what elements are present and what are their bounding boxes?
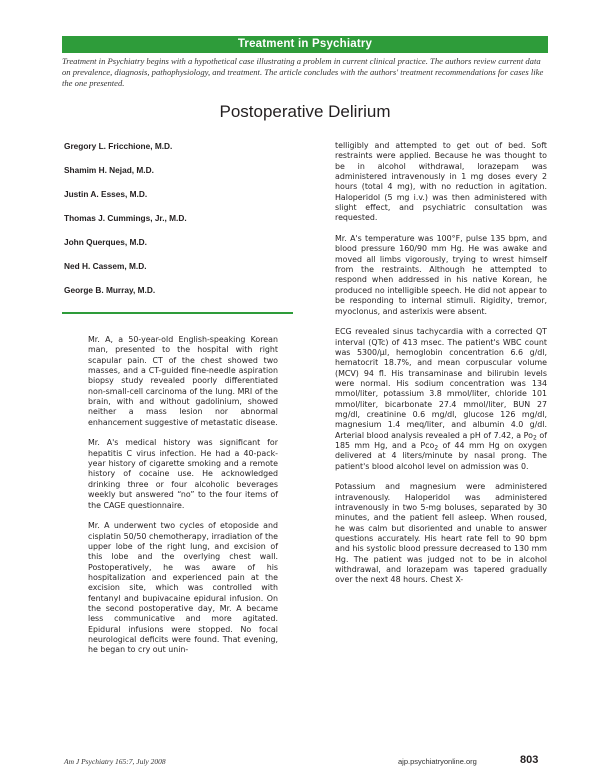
body-paragraph: telligibly and attempted to get out of bed. Soft restraints were applied. Because he was thought to be in alcohol withdrawal, lorazepam was administered intravenously in 1 mg doses every 2 hours (total 4 mg), with no reduction in agitation. Haloperidol (5 mg i.v.) was then administered with slight effect, and psychiatric consultation was requested. xyxy=(335,141,547,223)
author-name: Ned H. Cassem, M.D. xyxy=(64,261,147,271)
subscript: 2 xyxy=(434,444,439,452)
author-name: Justin A. Esses, M.D. xyxy=(64,189,148,199)
author-name: George B. Murray, M.D. xyxy=(64,285,156,295)
lab-text-b: of 185 mm Hg, and a Pco xyxy=(335,430,547,450)
intro-text: Treatment in Psychiatry begins with a hypothetical case illustrating a problem in current clinical practice. The authors review current data on prevalence, diagnosis, pathophysiology, and treatment. The article concludes with the authors' treatment recommendations for cases like the one presented. xyxy=(62,56,544,88)
author-name: Thomas J. Cummings, Jr., M.D. xyxy=(64,213,187,223)
section-divider xyxy=(62,312,293,314)
subscript: 2 xyxy=(532,434,537,442)
right-column xyxy=(335,141,547,596)
left-column xyxy=(88,335,278,666)
author-name: John Querques, M.D. xyxy=(64,237,147,247)
section-banner: Treatment in Psychiatry xyxy=(62,36,548,53)
article-title: Postoperative Delirium xyxy=(219,102,391,121)
journal-citation: Am J Psychiatry 165:7, July 2008 xyxy=(64,757,166,766)
body-paragraph-lab-results xyxy=(335,327,547,472)
body-paragraph: Mr. A underwent two cycles of etoposide and cisplatin 50/50 chemotherapy, irradiation of the upper lobe of the right lung, and excision of this lobe and the overlying chest wall. Postoperatively, he was aware of his hospitalization and experienced pain at the excision site, which was controlled with fentanyl and bupivacaine epidural infusion. On the second postoperative day, Mr. A became less communicative and more agitated. Epidural infusions were stopped. No focal neurological deficits were found. That evening, he began to cry out unin- xyxy=(88,521,278,655)
body-paragraph: Mr. A's medical history was significant for hepatitis C virus infection. He had a 40-pack-year history of cigarette smoking and a remote history of cocaine use. He acknowledged drinking three or four alcoholic beverages weekly but answered “no” to the four items of the CAGE questionnaire. xyxy=(88,438,278,510)
author-list xyxy=(64,141,294,309)
author-name: Gregory L. Fricchione, M.D. xyxy=(64,141,173,151)
lab-text-a: ECG revealed sinus tachycardia with a corrected QT interval (QTc) of 413 msec. The patient's WBC count was 5300/μl, hemoglobin concentration 6.6 g/dl, hematocrit 18.7%, and mean corpuscular volume (MCV) 94 fl. His transaminase and bilirubin levels were normal. His sodium concentration was 134 mmol/liter, potassium 3.8 mmol/liter, chloride 101 mmol/liter, bicarbonate 27.4 mmol/liter, BUN 27 mg/dl, creatinine 0.6 mg/dl, glucose 126 mg/dl, magnesium 1.4 meq/liter, and albumin 4.0 g/dl. Arterial blood analysis revealed a pH of 7.42, a Po xyxy=(335,327,547,440)
journal-website: ajp.psychiatryonline.org xyxy=(398,757,477,766)
page-number: 803 xyxy=(520,754,539,766)
lab-text-c: of 44 mm Hg on oxygen delivered at 4 liters/minute by nasal prong. The patient's blood alcohol level on admission was 0. xyxy=(335,440,547,471)
author-name: Shamim H. Nejad, M.D. xyxy=(64,165,154,175)
body-paragraph: Potassium and magnesium were administered intravenously. Haloperidol was administered intravenously in two 5-mg boluses, separated by 30 minutes, and the patient fell asleep. When roused, he was calm but disoriented and unable to answer questions accurately. His heart rate fell to 90 bpm and his systolic blood pressure decreased to 130 mm Hg. The patient was judged not to be in alcohol withdrawal, and lorazepam was tapered gradually over the next 48 hours. Chest X- xyxy=(335,482,547,585)
body-paragraph: Mr. A, a 50-year-old English-speaking Korean man, presented to the hospital with right scapular pain. CT of the chest showed two masses, and a CT-guided fine-needle aspiration biopsy study revealed poorly differentiated non-small-cell carcinoma of the lung. MRI of the brain, with and without gadolinium, showed neither a mass lesion nor abnormal enhancement suggestive of metastatic disease. xyxy=(88,335,278,427)
body-paragraph: Mr. A's temperature was 100°F, pulse 135 bpm, and blood pressure 160/90 mm Hg. He was awake and moved all limbs vigorously, trying to wrest himself from the restraints. Although he attempted to respond when addressed in his native Korean, he produced no intelligible speech. He did not appear to be responding to internal stimuli. Rigidity, tremor, myoclonus, and asterixis were absent. xyxy=(335,234,547,316)
